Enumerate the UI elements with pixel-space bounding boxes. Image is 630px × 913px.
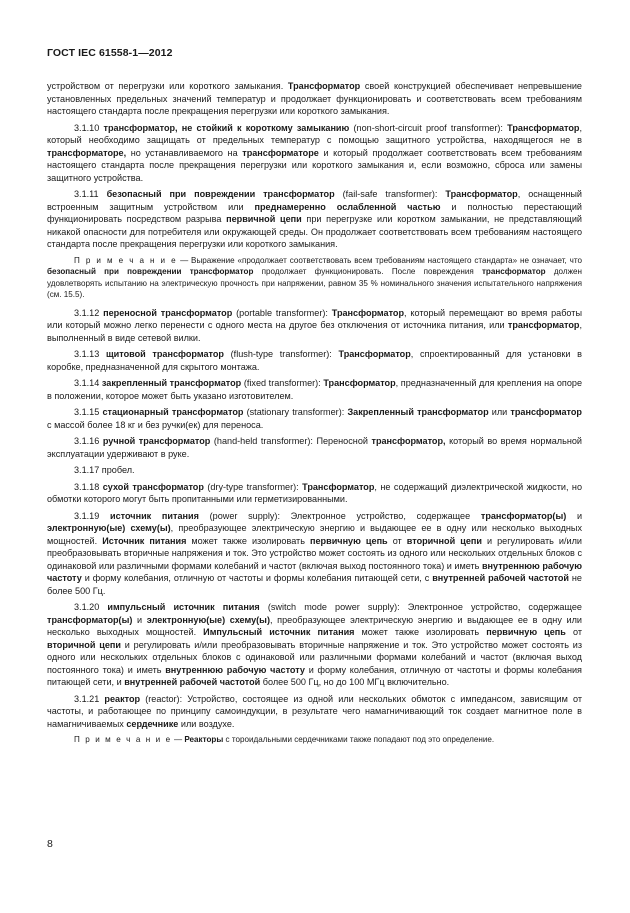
bold-term: трансформатор(ы) [47,614,133,625]
text-run: или [488,407,511,417]
bold-term: первичной цепи [226,214,302,224]
paragraph [47,435,582,460]
note-label: П р и м е ч а н и е [74,255,178,265]
bold-term: безопасный при повреждении трансформатор [47,267,254,276]
bold-term: трансформатор, [371,436,446,446]
text-run: с тороидальными сердечниками также попадают под это определение. [223,735,495,744]
bold-term: электронную(ые) схему(ы) [146,614,270,625]
paragraph [47,122,582,185]
bold-term: Источник питания [102,535,187,546]
bold-term: преднамеренно ослабленной частью [254,201,441,212]
document-body [47,80,582,752]
text-run: , выполненный в виде сетевой вилки. [47,320,582,343]
bold-term: Трансформатор [338,349,411,359]
bold-term: Трансформатор [287,81,361,91]
text-run: который во время нормальной эксплуатации удерживают в руке. [47,436,582,459]
text-run: от [565,627,582,637]
text-run: (hand-held transformer): Переносной [210,436,372,446]
paragraph [47,307,582,345]
bold-term: внутренней рабочей частотой [432,573,569,583]
text-run: (flush-type transformer): [223,349,339,359]
paragraph [47,693,582,731]
bold-term: трансформатор, не стойкий к короткому замыканию [103,122,350,133]
bold-term: внутреннюю рабочую частоту [47,560,583,583]
text-run: 3.1.16 [74,436,103,446]
text-run: от [387,535,407,546]
text-run: может также изолировать [354,627,487,637]
text-run: 3.1.19 [74,510,110,521]
bold-term: ручной трансформатор [102,436,211,446]
bold-term: Трансформатор [302,481,375,492]
bold-term: стационарный трансформатор [102,407,244,417]
note-label: П р и м е ч а н и е [74,735,172,744]
bold-term: трансформатор [510,407,582,417]
text-run: и [566,510,583,521]
text-run: (stationary transformer): [243,407,348,417]
text-run: (reactor): Устройство, состоящее из одной или нескольких обмоток с импедансом, зависящим от частоты, и работающее по принципу самоиндукции, в результате чего намагничивающий ток создает магнитное поле в намагничиваемых [47,693,582,729]
text-run: при перегрузке или коротком замыкании, не представляющий никакой опасности для потребителя или окружающей среды. Он продолжает соответствовать всем требованиям настоящего стандарта после прекращения перегрузки или короткого замыкания. [47,214,583,249]
text-run: (fail-safe transformer): [334,189,446,199]
bold-term: источник питания [110,510,199,521]
text-run: и регулировать и/или преобразовывать вторичные напряжение и ток. Это устройство может состоять из одного или нескольких отдельных блоков с одинаковой или различными формами колебаний и частот (включая выход постоянного тока) и иметь [47,639,582,675]
text-run: и форму колебания, отличную от частоты и формы колебания питающей сети, и [47,664,582,687]
text-run: но устанавливаемого на [126,147,243,158]
paragraph [47,406,582,431]
text-run: (portable transformer): [232,307,332,318]
text-run: и который продолжает соответствовать всем требованиям настоящего стандарта после прекращения перегрузки или короткого замыкания и, если возможно, сброса или замены защитного устройства. [47,147,582,183]
text-run: (power supply): Электронное устройство, содержащее [198,510,481,521]
text-run: и форму колебания, отличную от частоты и формы колебания питающей сети, с [81,573,433,583]
text-run: 3.1.21 [74,693,105,704]
text-run: продолжает функционировать. После повреждения [253,267,482,276]
bold-term: закрепленный трансформатор [101,378,242,388]
text-run: , преобразующее электрическую энергию и выдающее ее в одну или несколько выходных мощностей. [47,523,582,546]
text-run: — Выражение «продолжает соответствовать всем требованиям настоящего стандарта» не означает, что [177,255,582,265]
paragraph [47,481,582,506]
text-run: 3.1.20 [74,602,108,612]
bold-term: первичную цепь [486,627,566,637]
text-run: устройством от перегрузки или короткого замыкания. [47,81,288,91]
text-run: (dry-type transformer): [203,481,303,492]
bold-term: Трансформатор [507,122,580,133]
document-header: ГОСТ IEC 61558-1—2012 [47,47,173,59]
bold-term: реактор [104,693,141,704]
bold-term: щитовой трансформатор [105,349,224,359]
bold-term: электронную(ые) схему(ы) [47,523,171,533]
bold-term: внутреннюю рабочую частоту [165,664,305,675]
note-paragraph [47,255,582,301]
text-run: и [132,614,147,625]
bold-term: сухой трансформатор [102,481,204,492]
bold-term: Трансформатор [445,189,518,199]
bold-term: внутренней рабочей частотой [124,677,261,687]
bold-term: первичную цепь [310,535,388,546]
bold-term: трансформатор(ы) [480,510,567,521]
bold-term: вторичной цепи [47,639,121,650]
text-run: 3.1.14 [74,378,102,388]
bold-term: переносной трансформатор [103,307,233,318]
text-run: с массой более 18 кг и без ручки(ек) для переноса. [47,419,264,430]
bold-term: сердечнике [126,718,179,729]
bold-term: Трансформатор [323,378,396,388]
text-run: 3.1.15 [74,407,103,417]
text-run: 3.1.18 [74,481,103,492]
text-run: своей конструкцией обеспечивает непревышение установленных предельных значений температур и продолжает функционировать и соответствовать всем требованиям настоящего стандарта после прекращения перегрузки или короткого замыкания. [47,81,582,116]
paragraph [47,464,582,477]
text-run: , преобразующее электрическую энергию и выдающее ее в одну или несколько выходных мощностей. [47,614,582,637]
text-run: или воздухе. [178,718,235,729]
text-run: (fixed transformer): [241,378,324,388]
text-run: 3.1.10 [74,122,104,133]
paragraph [47,601,582,689]
bold-term: трансформатор [481,267,546,276]
paragraph [47,510,582,598]
text-run: не более 500 Гц. [47,573,582,596]
text-run: 3.1.13 [74,349,106,359]
paragraph [47,80,582,118]
text-run: (non-short-circuit proof transformer): [349,122,508,133]
bold-term: Реакторы [184,735,224,744]
text-run: и регулировать и/или преобразовывать вторичные напряжения и ток. Это устройство может состоять из одного или нескольких отдельных блоков с одинаковой или различными формами колебаний и частот (включая выход постоянного тока) и иметь [47,535,583,571]
text-run: , не содержащий диэлектрической жидкости, но обмотки которого могут быть пропитанными или герметизированными. [47,481,583,504]
text-run: должен удовлетворять испытанию на электрическую прочность при напряжении, равном 35 % номинального значения испытательного напряжения (см. 15.5). [47,267,582,299]
bold-term: трансформаторе, [47,147,127,158]
bold-term: Закрепленный трансформатор [347,407,489,417]
bold-term: трансформатор [507,320,580,330]
text-run: , оснащенный встроенным защитным устройством или [47,189,582,212]
bold-term: Импульсный источник питания [203,627,355,637]
text-run: может также изолировать [186,535,310,546]
bold-term: импульсный источник питания [107,602,260,612]
note-paragraph [47,734,582,746]
paragraph [47,377,582,402]
paragraph [47,348,582,373]
text-run: (switch mode power supply): Электронное устройство, содержащее [259,602,582,612]
text-run: — [171,735,185,744]
text-run: , который перемещают во время работы или который можно легко перенести с одного места на другое без отключения от источника питания, или [47,307,582,330]
text-run: 3.1.12 [74,307,104,318]
bold-term: Трансформатор [331,307,405,318]
bold-term: вторичной цепи [406,535,482,546]
bold-term: безопасный при повреждении трансформатор [106,189,335,199]
text-run: 3.1.11 [74,189,107,199]
text-run: , предназначенный для крепления на опоре в положении, которое может быть указано изготовителем. [47,378,582,401]
bold-term: трансформаторе [242,147,319,158]
paragraph [47,188,582,251]
text-run: , спроектированный для установки в коробке, предназначенной для скрытого монтажа. [47,349,582,372]
text-run: и полностью перестающий функционировать посредством разрыва [47,201,582,224]
page-number: 8 [47,838,53,850]
text-run: 3.1.17 пробел. [74,465,135,475]
text-run: , который необходимо защищать от предельных температур с помощью защитного устройства, находящегося не в [47,122,582,145]
text-run: более 500 Гц, но до 100 МГц включительно. [260,677,450,687]
